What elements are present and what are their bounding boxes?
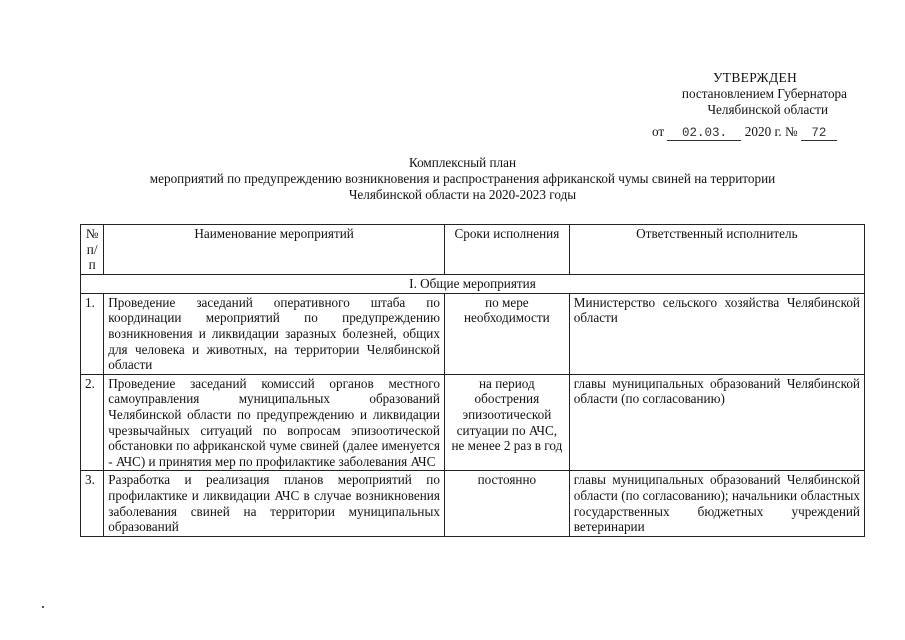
title-line2: мероприятий по предупреждению возникновения и распространения африканской чумы свиней на территории — [149, 171, 776, 186]
row-name: Проведение заседаний комиссий органов местного самоуправления муниципальных образований Челябинской области по предупреждению и ликвидации чрезвычайных ситуаций по вопросам эпизоотической обстановки по африканской чуме свиней (далее именуется - АЧС) и принятия мер по профилактике заболевания АЧС — [104, 374, 445, 471]
document-title — [40, 155, 885, 203]
section-title: I. Общие мероприятия — [81, 274, 865, 293]
approval-block — [640, 70, 880, 140]
header-num: № п/п — [81, 225, 104, 275]
header-name: Наименование мероприятий — [104, 225, 445, 275]
section-row — [81, 274, 865, 293]
date-value: 02.03. — [667, 127, 741, 141]
table-row — [81, 293, 865, 374]
title-line1: Комплексный план — [408, 155, 517, 170]
row-term: постоянно — [444, 471, 569, 536]
row-num: 2. — [81, 374, 104, 471]
header-responsible: Ответственный исполнитель — [569, 225, 864, 275]
row-responsible: главы муниципальных образований Челябинской области (по согласованию); начальники областных государственных бюджетных учреждений ветеринарии — [569, 471, 864, 536]
approval-date-line — [652, 124, 837, 141]
year-text: 2020 г. № — [744, 124, 798, 139]
table-row — [81, 374, 865, 471]
approval-line2: Челябинской области — [707, 102, 828, 117]
table-header-row — [81, 225, 865, 275]
row-num: 1. — [81, 293, 104, 374]
title-line3: Челябинской области на 2020-2023 годы — [348, 187, 577, 202]
number-value: 72 — [801, 127, 837, 141]
table-row — [81, 471, 865, 536]
row-term: на период обострения эпизоотической ситуации по АЧС, не менее 2 раз в год — [444, 374, 569, 471]
row-name: Проведение заседаний оперативного штаба по координации мероприятий по предупреждению возникновения и ликвидации заразных болезней, общих для человека и животных, на территории Челябинской области — [104, 293, 445, 374]
plan-table — [80, 224, 865, 537]
date-prefix: от — [652, 124, 665, 139]
row-name: Разработка и реализация планов мероприятий по профилактике и ликвидации АЧС в случае возникновения заболевания свиней на территории муниципальных образований — [104, 471, 445, 536]
scan-speck — [42, 606, 44, 608]
header-term: Сроки исполнения — [444, 225, 569, 275]
approval-line1: постановлением Губернатора — [681, 86, 847, 101]
row-responsible: главы муниципальных образований Челябинской области (по согласованию) — [569, 374, 864, 471]
row-term: по мере необходимости — [444, 293, 569, 374]
approval-title: УТВЕРЖДЕН — [712, 70, 798, 85]
row-num: 3. — [81, 471, 104, 536]
row-responsible: Министерство сельского хозяйства Челябинской области — [569, 293, 864, 374]
